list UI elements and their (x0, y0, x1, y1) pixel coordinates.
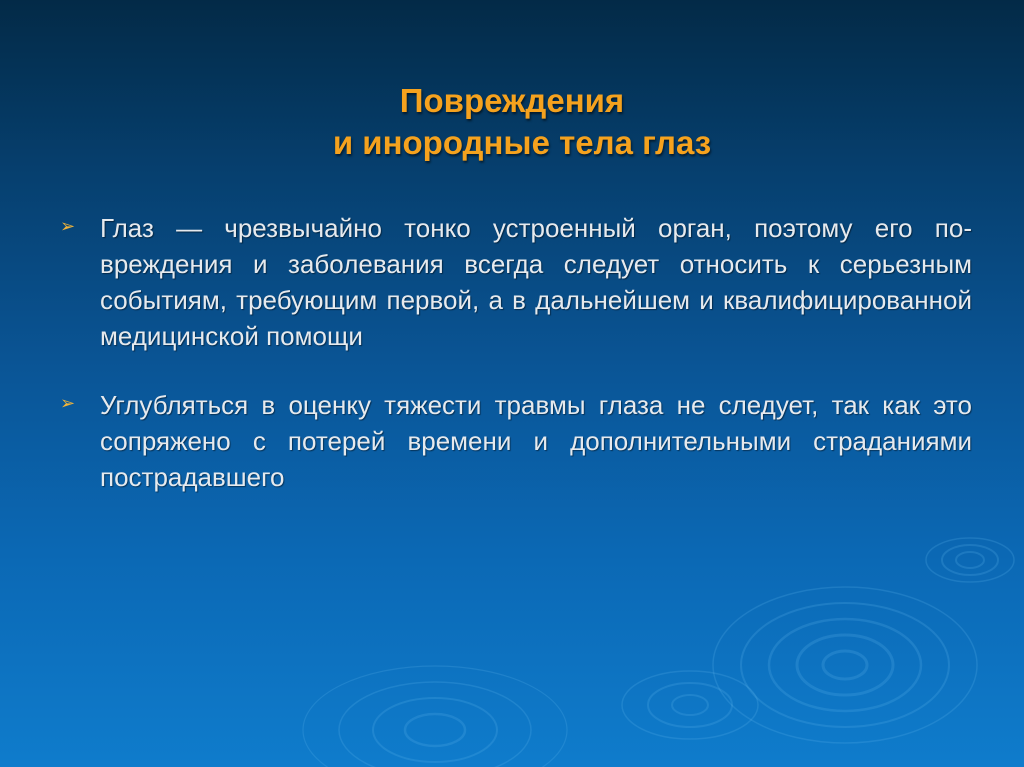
bullet-item (60, 387, 972, 495)
slide-title-line-1: Повреждения (399, 82, 625, 119)
slide-title-line-2: и инородные тела глаз (332, 124, 712, 161)
bullet-list (60, 210, 972, 528)
bullet-text: Углубляться в оценку тяжести травмы глаза не следует, так как это сопряжено с потерей времени и дополнительными страданиями пострадавшего (100, 390, 972, 492)
bullet-item (60, 210, 972, 354)
arrow-bullet-icon: ➢ (60, 216, 76, 237)
arrow-bullet-icon: ➢ (60, 393, 76, 414)
bullet-text: Глаз — чрезвычайно тонко устроенный орган, поэтому его повреждения и заболевания всегда следует относить к серьезным событиям, требующим первой, а в дальнейшем и квалифицированной медицинской помощи (100, 213, 972, 351)
slide-title (0, 80, 1024, 164)
